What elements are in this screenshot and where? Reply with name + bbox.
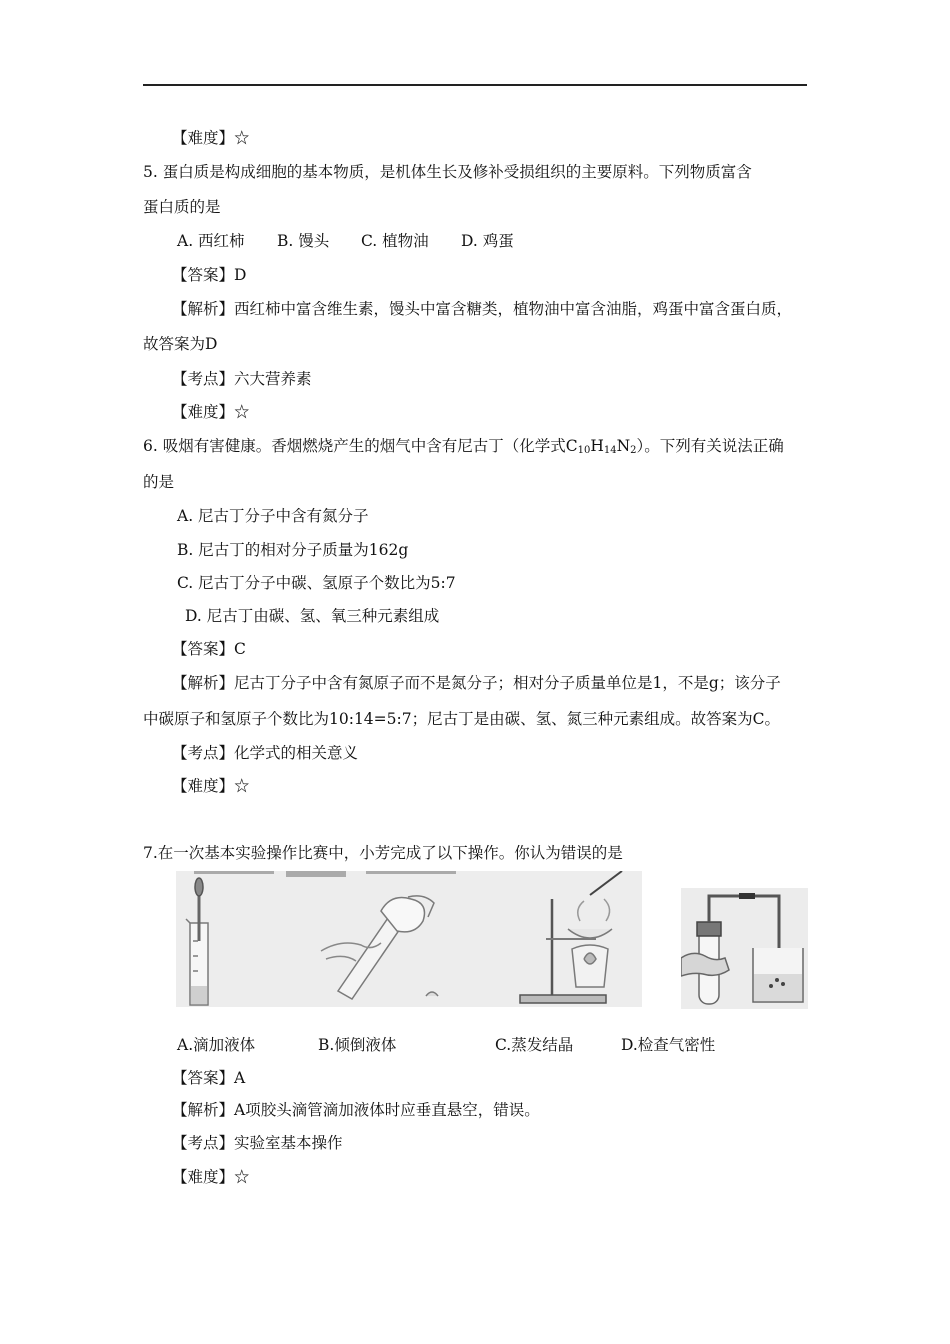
q6-formula-h-count: 14 [603, 445, 617, 456]
q6-analysis-line2: 中碳原子和氢原子个数比为10:14=5:7；尼古丁是由碳、氢、氮三种元素组成。故答案为C。 [143, 710, 780, 728]
q7-option-c: C.蒸发结晶 [495, 1036, 574, 1054]
q6-option-b: B. 尼古丁的相对分子质量为162g [177, 541, 409, 559]
q7-stem: 7.在一次基本实验操作比赛中，小芳完成了以下操作。你认为错误的是 [143, 844, 623, 862]
q6-option-c: C. 尼古丁分子中碳、氢原子个数比为5:7 [177, 574, 456, 592]
q5-analysis-line2: 故答案为D [143, 335, 218, 353]
q6-analysis-line1: 【解析】尼古丁分子中含有氮原子而不是氮分子；相对分子质量单位是1，不是g；该分子 [172, 674, 781, 692]
q5-option-c: C. 植物油 [361, 232, 429, 250]
q7-difficulty: 【难度】☆ [172, 1168, 250, 1186]
q5-stem-line2: 蛋白质的是 [143, 198, 221, 216]
q6-option-d: D. 尼古丁由碳、氢、氧三种元素组成 [185, 607, 440, 625]
q6-answer: 【答案】C [172, 640, 246, 658]
q6-stem-tail: ）。下列有关说法正确 [636, 437, 784, 455]
q5-answer: 【答案】D [172, 266, 247, 284]
q6-formula-c-count: 10 [577, 445, 591, 456]
q5-analysis-line1: 【解析】西红柿中富含维生素，馒头中富含糖类，植物油中富含油脂，鸡蛋中富含蛋白质， [172, 300, 793, 318]
header-rule [143, 84, 807, 86]
q6-formula-h: H [590, 437, 604, 455]
q7-analysis: 【解析】A项胶头滴管滴加液体时应垂直悬空，错误。 [172, 1101, 540, 1119]
q6-formula-n-count: 2 [630, 445, 637, 456]
q6-point: 【考点】化学式的相关意义 [172, 744, 359, 762]
q7-option-d: D.检查气密性 [621, 1036, 716, 1054]
q7-option-a: A.滴加液体 [177, 1036, 256, 1054]
q5-option-a: A. 西红柿 [177, 232, 245, 250]
q7-airtightness-figure [681, 888, 808, 1009]
q5-stem-line1: 5. 蛋白质是构成细胞的基本物质，是机体生长及修补受损组织的主要原料。下列物质富含 [143, 163, 752, 181]
q6-stem-line1 [143, 436, 784, 461]
q5-option-d: D. 鸡蛋 [461, 232, 514, 250]
q5-option-b: B. 馒头 [277, 232, 330, 250]
q6-option-a: A. 尼古丁分子中含有氮分子 [177, 507, 369, 525]
q5-difficulty: 【难度】☆ [172, 403, 250, 421]
q5-options [177, 231, 514, 251]
q7-operations-figure [176, 871, 642, 1007]
q6-formula-n: N [616, 437, 631, 455]
q7-option-b: B.倾倒液体 [318, 1036, 397, 1054]
q7-answer: 【答案】A [172, 1069, 246, 1087]
q4-difficulty: 【难度】☆ [172, 129, 250, 147]
q7-point: 【考点】实验室基本操作 [172, 1134, 343, 1152]
q6-difficulty: 【难度】☆ [172, 777, 250, 795]
q5-point: 【考点】六大营养素 [172, 370, 312, 388]
q7-options [177, 1035, 715, 1055]
q6-stem-line2: 的是 [143, 473, 175, 491]
q6-stem-text: 6. 吸烟有害健康。香烟燃烧产生的烟气中含有尼古丁（化学式C [143, 437, 578, 455]
